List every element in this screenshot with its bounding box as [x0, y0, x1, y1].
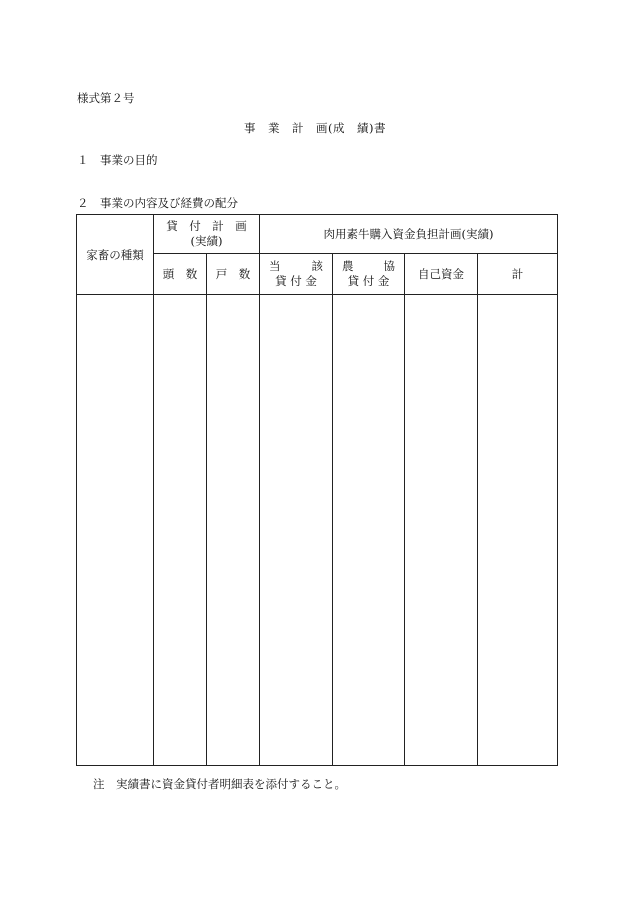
section-1-heading: １ 事業の目的: [77, 153, 158, 167]
footnote: 注 実績書に資金貸付者明細表を添付すること。: [93, 777, 346, 791]
header-loan-plan-line2: (実績): [190, 234, 223, 248]
cell-livestock-type[interactable]: [77, 295, 154, 766]
header-loan-plan-line1: 貸 付 計 画: [166, 219, 247, 233]
relevant-loan-label: 貸 付 金: [275, 274, 317, 288]
coop-char-1: 農: [342, 259, 354, 273]
subheader-total: 計: [478, 254, 558, 295]
subheader-coop-loan: [333, 254, 405, 295]
header-loan-plan: [154, 215, 260, 254]
coop-char-2: 協: [383, 259, 395, 273]
form-number: 様式第２号: [77, 91, 135, 105]
cell-total[interactable]: [478, 295, 558, 766]
cell-heads[interactable]: [154, 295, 207, 766]
plan-table: [76, 214, 558, 766]
header-livestock-type: 家畜の種類: [77, 215, 154, 295]
section-2-heading: ２ 事業の内容及び経費の配分: [77, 196, 238, 210]
coop-loan-label: 貸 付 金: [347, 274, 390, 288]
subheader-heads: 頭 数: [154, 254, 207, 295]
subheader-own-funds: 自己資金: [405, 254, 478, 295]
cell-relevant-loan[interactable]: [260, 295, 333, 766]
document-title: 事 業 計 画(成 績)書: [244, 121, 386, 135]
subheader-households: 戸 数: [207, 254, 260, 295]
header-funding-plan: 肉用素牛購入資金負担計画(実績): [260, 215, 558, 254]
relevant-char-2: 該: [311, 259, 323, 273]
subheader-relevant-loan: [260, 254, 333, 295]
relevant-char-1: 当: [269, 259, 281, 273]
cell-households[interactable]: [207, 295, 260, 766]
cell-coop-loan[interactable]: [333, 295, 405, 766]
cell-own-funds[interactable]: [405, 295, 478, 766]
